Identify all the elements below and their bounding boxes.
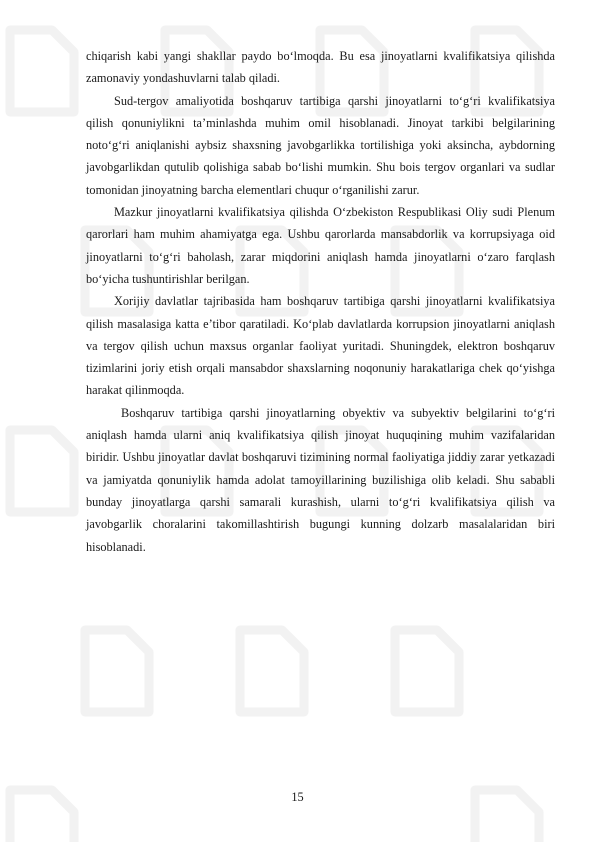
paragraph-4: Xorijiy davlatlar tajribasida ham boshqaruv tartibiga qarshi jinoyatlarni kvalifikatsiya qilish masalasiga katta e’tibor qaratiladi. Ko‘plab davlatlarda korrupsion jinoyatlarni aniqlash va tergov qilish uchun maxsus organlar faoliyat yuritadi. Shuningdek, elektron boshqaruv tizimlarini joriy etish orqali mansabdor shaxslarning noqonuniy harakatlariga chek qo‘yishga harakat qilinmoqda. [86,294,555,398]
document-body [86,45,555,558]
paragraph-3: Mazkur jinoyatlarni kvalifikatsiya qilishda O‘zbekiston Respublikasi Oliy sudi Plenum qarorlari ham muhim ahamiyatga ega. Ushbu qarorlarda mansabdorlik va korrupsiyaga oid jinoyatlarni to‘g‘ri baholash, zarar miqdorini aniqlash hamda jinoyatlarni o‘zaro farqlash bo‘yicha tushuntirishlar berilgan. [86,205,555,286]
paragraph-5: Boshqaruv tartibiga qarshi jinoyatlarning obyektiv va subyektiv belgilarini to‘g‘ri aniqlash hamda ularni aniq kvalifikatsiya qilish jinoyat huquqining muhim vazifalaridan biridir. Ushbu jinoyatlar davlat boshqaruvi tizimining normal faoliyatiga jiddiy zarar yetkazadi va jamiyatda qonuniylik hamda adolat tamoyillarining buzilishiga olib keladi. Shu sababli bunday jinoyatlarga qarshi samarali kurashish, ularni to‘g‘ri kvalifikatsiya qilish va javobgarlik choralarini takomillashtirish bugungi kunning dolzarb masalalaridan biri hisoblanadi. [86,405,555,554]
page-number: 15 [291,790,304,804]
paragraph-2: Sud-tergov amaliyotida boshqaruv tartibiga qarshi jinoyatlarni to‘g‘ri kvalifikatsiya qilish qonuniylikni ta’minlashda muhim omil hisoblanadi. Jinoyat tarkibi belgilarining noto‘g‘ri aniqlanishi aybsiz shaxsning javobgarlikka tortilishiga yoki aksincha, aybdorning javobgarlikdan qutulib qolishiga sabab bo‘lishi mumkin. Shu bois tergov organlari va sudlar tomonidan jinoyatning barcha elementlari chuqur o‘rganilishi zarur. [86,93,555,197]
paragraph-1: chiqarish kabi yangi shakllar paydo bo‘lmoqda. Bu esa jinoyatlarni kvalifikatsiya qilishda zamonaviy yondashuvlarni talab qiladi. [86,49,555,86]
